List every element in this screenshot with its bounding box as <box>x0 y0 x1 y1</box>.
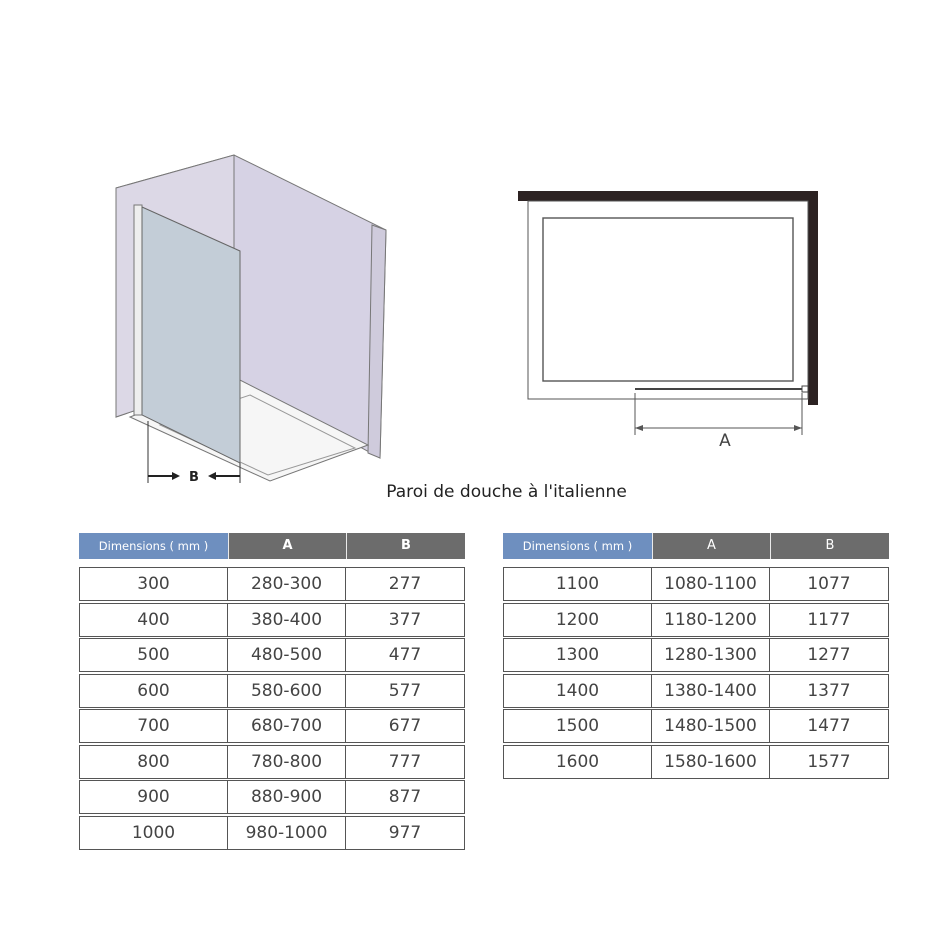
cell-dimension: 1500 <box>503 709 652 743</box>
cell-a: 580-600 <box>228 674 346 708</box>
right-table <box>503 567 889 779</box>
cell-b: 1377 <box>770 674 889 708</box>
cell-b: 1077 <box>770 567 889 601</box>
left-table-header <box>79 533 465 559</box>
cell-b: 577 <box>346 674 465 708</box>
cell-dimension: 1000 <box>79 816 228 850</box>
cell-b: 977 <box>346 816 465 850</box>
header-dimensions: Dimensions ( mm ) <box>79 533 228 559</box>
cell-a: 1580-1600 <box>652 745 770 779</box>
cell-dimension: 1400 <box>503 674 652 708</box>
cell-b: 677 <box>346 709 465 743</box>
header-a: A <box>228 533 346 559</box>
cell-b: 477 <box>346 638 465 672</box>
cell-dimension: 1200 <box>503 603 652 637</box>
table-row <box>79 780 465 814</box>
header-b: B <box>346 533 465 559</box>
cell-dimension: 1600 <box>503 745 652 779</box>
cell-dimension: 600 <box>79 674 228 708</box>
cell-a: 780-800 <box>228 745 346 779</box>
perspective-diagram <box>100 145 400 495</box>
table-row <box>79 816 465 850</box>
cell-a: 1080-1100 <box>652 567 770 601</box>
cell-b: 1177 <box>770 603 889 637</box>
cell-a: 880-900 <box>228 780 346 814</box>
cell-a: 380-400 <box>228 603 346 637</box>
cell-dimension: 1100 <box>503 567 652 601</box>
table-row <box>503 674 889 708</box>
cell-dimension: 300 <box>79 567 228 601</box>
table-row <box>79 745 465 779</box>
table-row <box>503 567 889 601</box>
table-row <box>79 567 465 601</box>
cell-b: 777 <box>346 745 465 779</box>
table-row <box>79 674 465 708</box>
cell-dimension: 900 <box>79 780 228 814</box>
table-row <box>79 638 465 672</box>
cell-a: 1280-1300 <box>652 638 770 672</box>
table-row <box>79 603 465 637</box>
cell-a: 680-700 <box>228 709 346 743</box>
cell-b: 1277 <box>770 638 889 672</box>
cell-a: 1480-1500 <box>652 709 770 743</box>
header-dimensions: Dimensions ( mm ) <box>503 533 652 559</box>
right-table-header <box>503 533 889 559</box>
cell-a: 980-1000 <box>228 816 346 850</box>
cell-b: 377 <box>346 603 465 637</box>
cell-a: 1180-1200 <box>652 603 770 637</box>
cell-a: 280-300 <box>228 567 346 601</box>
table-row <box>503 709 889 743</box>
dimension-b-label: B <box>189 470 199 485</box>
table-row <box>503 603 889 637</box>
cell-b: 277 <box>346 567 465 601</box>
caption: Paroi de douche à l'italienne <box>386 482 627 502</box>
table-row <box>503 638 889 672</box>
cell-b: 1577 <box>770 745 889 779</box>
cell-b: 877 <box>346 780 465 814</box>
cell-dimension: 1300 <box>503 638 652 672</box>
cell-dimension: 400 <box>79 603 228 637</box>
cell-dimension: 800 <box>79 745 228 779</box>
cell-a: 480-500 <box>228 638 346 672</box>
top-view-diagram <box>510 185 830 455</box>
cell-b: 1477 <box>770 709 889 743</box>
cell-dimension: 500 <box>79 638 228 672</box>
cell-dimension: 700 <box>79 709 228 743</box>
header-b: B <box>770 533 889 559</box>
dimension-a-label: A <box>719 431 731 451</box>
table-row <box>79 709 465 743</box>
cell-a: 1380-1400 <box>652 674 770 708</box>
table-row <box>503 745 889 779</box>
header-a: A <box>652 533 770 559</box>
left-table <box>79 567 465 851</box>
